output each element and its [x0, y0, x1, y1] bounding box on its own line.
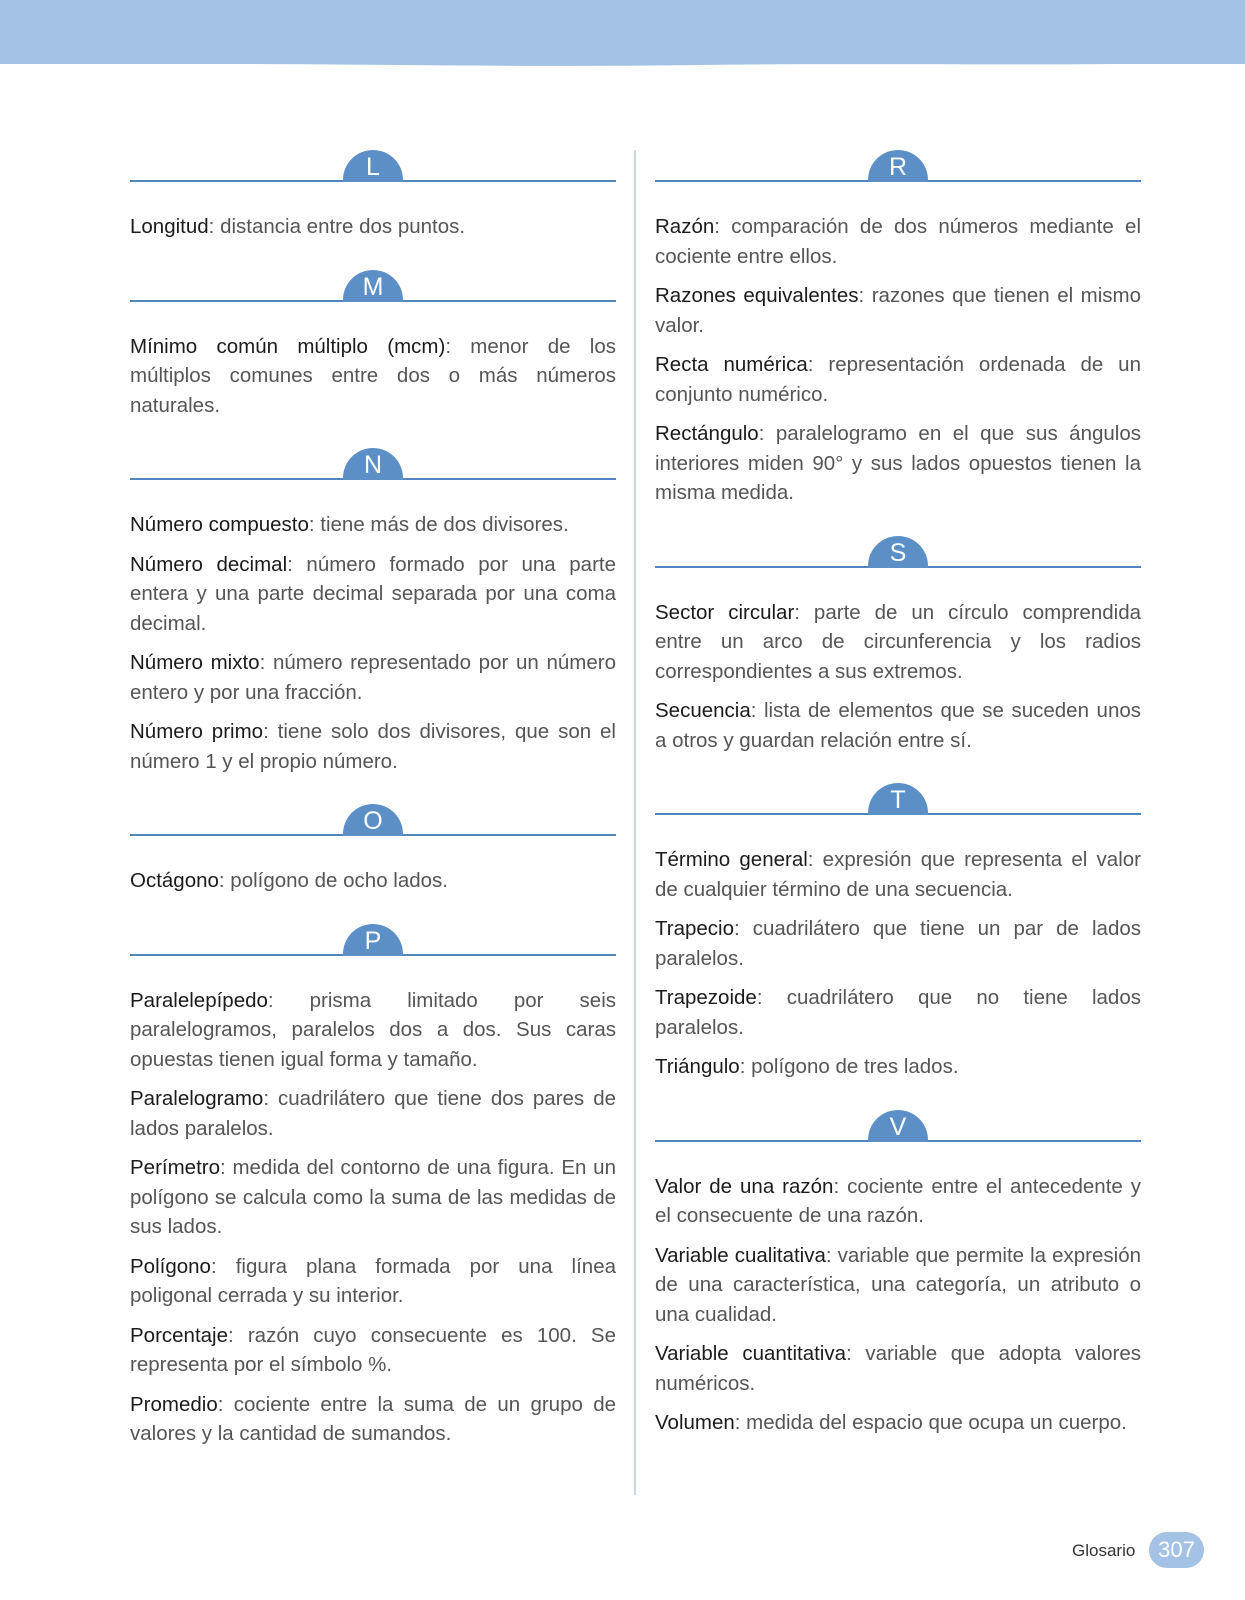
glossary-entry	[130, 212, 616, 242]
glossary-definition: : tiene más de dos divisores.	[308, 513, 569, 536]
glossary-term: Trapecio	[655, 917, 734, 940]
letter-tab: V	[868, 1110, 928, 1142]
glossary-term: Paralelogramo	[130, 1087, 264, 1110]
glossary-entry	[655, 1241, 1141, 1330]
glossary-term: Término general	[655, 848, 808, 871]
glossary-entry	[130, 648, 616, 707]
letter-header-r	[655, 146, 1141, 182]
glossary-entry	[655, 1052, 1141, 1082]
glossary-entry	[655, 598, 1141, 687]
glossary-definition: : tiene solo dos divisores, que son el número 1 y el propio número.	[130, 720, 616, 773]
letter-tab: M	[343, 270, 403, 302]
glossary-definition: : medida del contorno de una figura. En un polígono se calcula como la suma de las medidas de sus lados.	[130, 1156, 616, 1238]
glossary-definition: : razón cuyo consecuente es 100. Se representa por el símbolo %.	[130, 1323, 616, 1376]
glossary-term: Número decimal	[130, 552, 288, 576]
glossary-term: Número compuesto	[130, 513, 309, 536]
glossary-definition: : cuadrilátero que tiene un par de lados paralelos.	[655, 917, 1141, 970]
glossary-term: Rectángulo	[655, 422, 759, 445]
glossary-definition: : variable que adopta valores numéricos.	[655, 1342, 1142, 1395]
glossary-definition: : prisma limitado por seis paralelogramos, paralelos dos a dos. Sus caras opuestas tienen igual forma y tamaño.	[130, 988, 616, 1071]
glossary-definition: : cociente entre el antecedente y el consecuente de una razón.	[655, 1174, 1141, 1227]
glossary-definition: : figura plana formada por una línea poligonal cerrada y su interior.	[130, 1254, 616, 1307]
glossary-term: Variable cuantitativa	[655, 1342, 847, 1365]
glossary-term: Promedio	[130, 1392, 218, 1416]
right-column	[655, 146, 1141, 1462]
glossary-entry	[655, 1172, 1141, 1231]
glossary-definition: : cociente entre la suma de un grupo de valores y la cantidad de sumandos.	[130, 1392, 616, 1445]
glossary-entry	[130, 332, 616, 421]
glossary-entry	[655, 212, 1141, 271]
letter-tab: L	[343, 150, 403, 182]
glossary-term: Triángulo	[655, 1055, 740, 1078]
glossary-entry	[655, 983, 1141, 1042]
glossary-definition: : paralelogramo en el que sus ángulos interiores miden 90° y sus lados opuestos tienen la misma medida.	[655, 422, 1141, 504]
glossary-definition: : razones que tienen el mismo valor.	[655, 284, 1142, 337]
footer-section-label: Glosario	[1072, 1541, 1136, 1560]
glossary-term: Polígono	[130, 1254, 211, 1278]
column-divider	[634, 150, 636, 1495]
glossary-term: Perímetro	[130, 1156, 220, 1179]
glossary-term: Octágono	[130, 869, 219, 892]
glossary-entry	[655, 419, 1141, 508]
glossary-definition: : variable que permite la expresión de una característica, una categoría, un atributo o una cualidad.	[655, 1243, 1142, 1326]
glossary-definition: : cuadrilátero que tiene dos pares de lados paralelos.	[130, 1087, 616, 1140]
letter-header-o	[130, 800, 616, 836]
glossary-definition: : parte de un círculo comprendida entre un arco de circunferencia y los radios correspondientes a sus extremos.	[655, 600, 1141, 683]
glossary-definition: : lista de elementos que se suceden unos a otros y guardan relación entre sí.	[655, 699, 1141, 752]
glossary-term: Volumen	[655, 1411, 735, 1434]
glossary-definition: : polígono de ocho lados.	[218, 869, 448, 892]
glossary-term: Paralelepípedo	[130, 988, 268, 1012]
glossary-term: Número primo	[130, 720, 264, 743]
letter-header-s	[655, 532, 1141, 568]
letter-tab: O	[343, 804, 403, 836]
glossary-entry	[130, 550, 616, 639]
glossary-term: Longitud	[130, 215, 209, 238]
glossary-entry	[655, 845, 1141, 904]
glossary-entry	[130, 866, 616, 896]
letter-tab: N	[343, 448, 403, 480]
glossary-entry	[655, 1339, 1141, 1398]
glossary-entry	[130, 1252, 616, 1311]
glossary-entry	[655, 281, 1141, 340]
letter-header-l	[130, 146, 616, 182]
glossary-entry	[655, 696, 1141, 755]
glossary-term: Razón	[655, 215, 715, 238]
glossary-definition: : número formado por una parte entera y una parte decimal separada por una coma decimal.	[130, 552, 616, 635]
letter-tab: P	[343, 924, 403, 956]
glossary-entry	[130, 510, 616, 540]
glossary-definition: : expresión que representa el valor de cualquier término de una secuencia.	[655, 848, 1141, 901]
letter-tab: T	[868, 783, 928, 815]
letter-header-m	[130, 266, 616, 302]
glossary-entry	[130, 1084, 616, 1143]
glossary-entry	[655, 1408, 1141, 1438]
glossary-term: Trapezoide	[655, 986, 757, 1009]
page-number: 307	[1149, 1532, 1204, 1568]
glossary-entry	[655, 350, 1141, 409]
glossary-entry	[130, 717, 616, 776]
glossary-term: Número mixto	[130, 651, 260, 674]
letter-tab: R	[868, 150, 928, 182]
letter-header-n	[130, 444, 616, 480]
glossary-term: Mínimo común múltiplo (mcm)	[130, 334, 446, 358]
glossary-term: Variable cualitativa	[655, 1243, 826, 1267]
glossary-definition: : menor de los múltiplos comunes entre dos o más números naturales.	[130, 334, 616, 417]
glossary-entry	[130, 986, 616, 1075]
glossary-definition: : número representado por un número entero y por una fracción.	[130, 651, 616, 704]
letter-header-v	[655, 1106, 1141, 1142]
glossary-definition: : cuadrilátero que no tiene lados paralelos.	[655, 986, 1141, 1039]
glossary-definition: : medida del espacio que ocupa un cuerpo.	[734, 1411, 1127, 1434]
glossary-entry	[130, 1390, 616, 1449]
letter-tab: S	[868, 536, 928, 568]
header-band	[0, 0, 1245, 64]
glossary-term: Sector circular	[655, 600, 795, 624]
brush-edge	[0, 56, 1245, 72]
glossary-term: Razones equivalentes	[655, 284, 859, 307]
glossary-term: Valor de una razón	[655, 1174, 834, 1198]
glossary-entry	[655, 914, 1141, 973]
glossary-definition: : comparación de dos números mediante el cociente entre ellos.	[655, 215, 1141, 268]
glossary-definition: : representación ordenada de un conjunto numérico.	[655, 353, 1141, 406]
letter-header-p	[130, 920, 616, 956]
glossary-term: Recta numérica	[655, 353, 808, 376]
glossary-term: Porcentaje	[130, 1323, 229, 1347]
left-column	[130, 146, 616, 1473]
glossary-entry	[130, 1321, 616, 1380]
glossary-term: Secuencia	[655, 699, 751, 722]
glossary-definition: : distancia entre dos puntos.	[208, 215, 466, 238]
glossary-entry	[130, 1153, 616, 1242]
letter-header-t	[655, 779, 1141, 815]
glossary-definition: : polígono de tres lados.	[739, 1055, 959, 1078]
